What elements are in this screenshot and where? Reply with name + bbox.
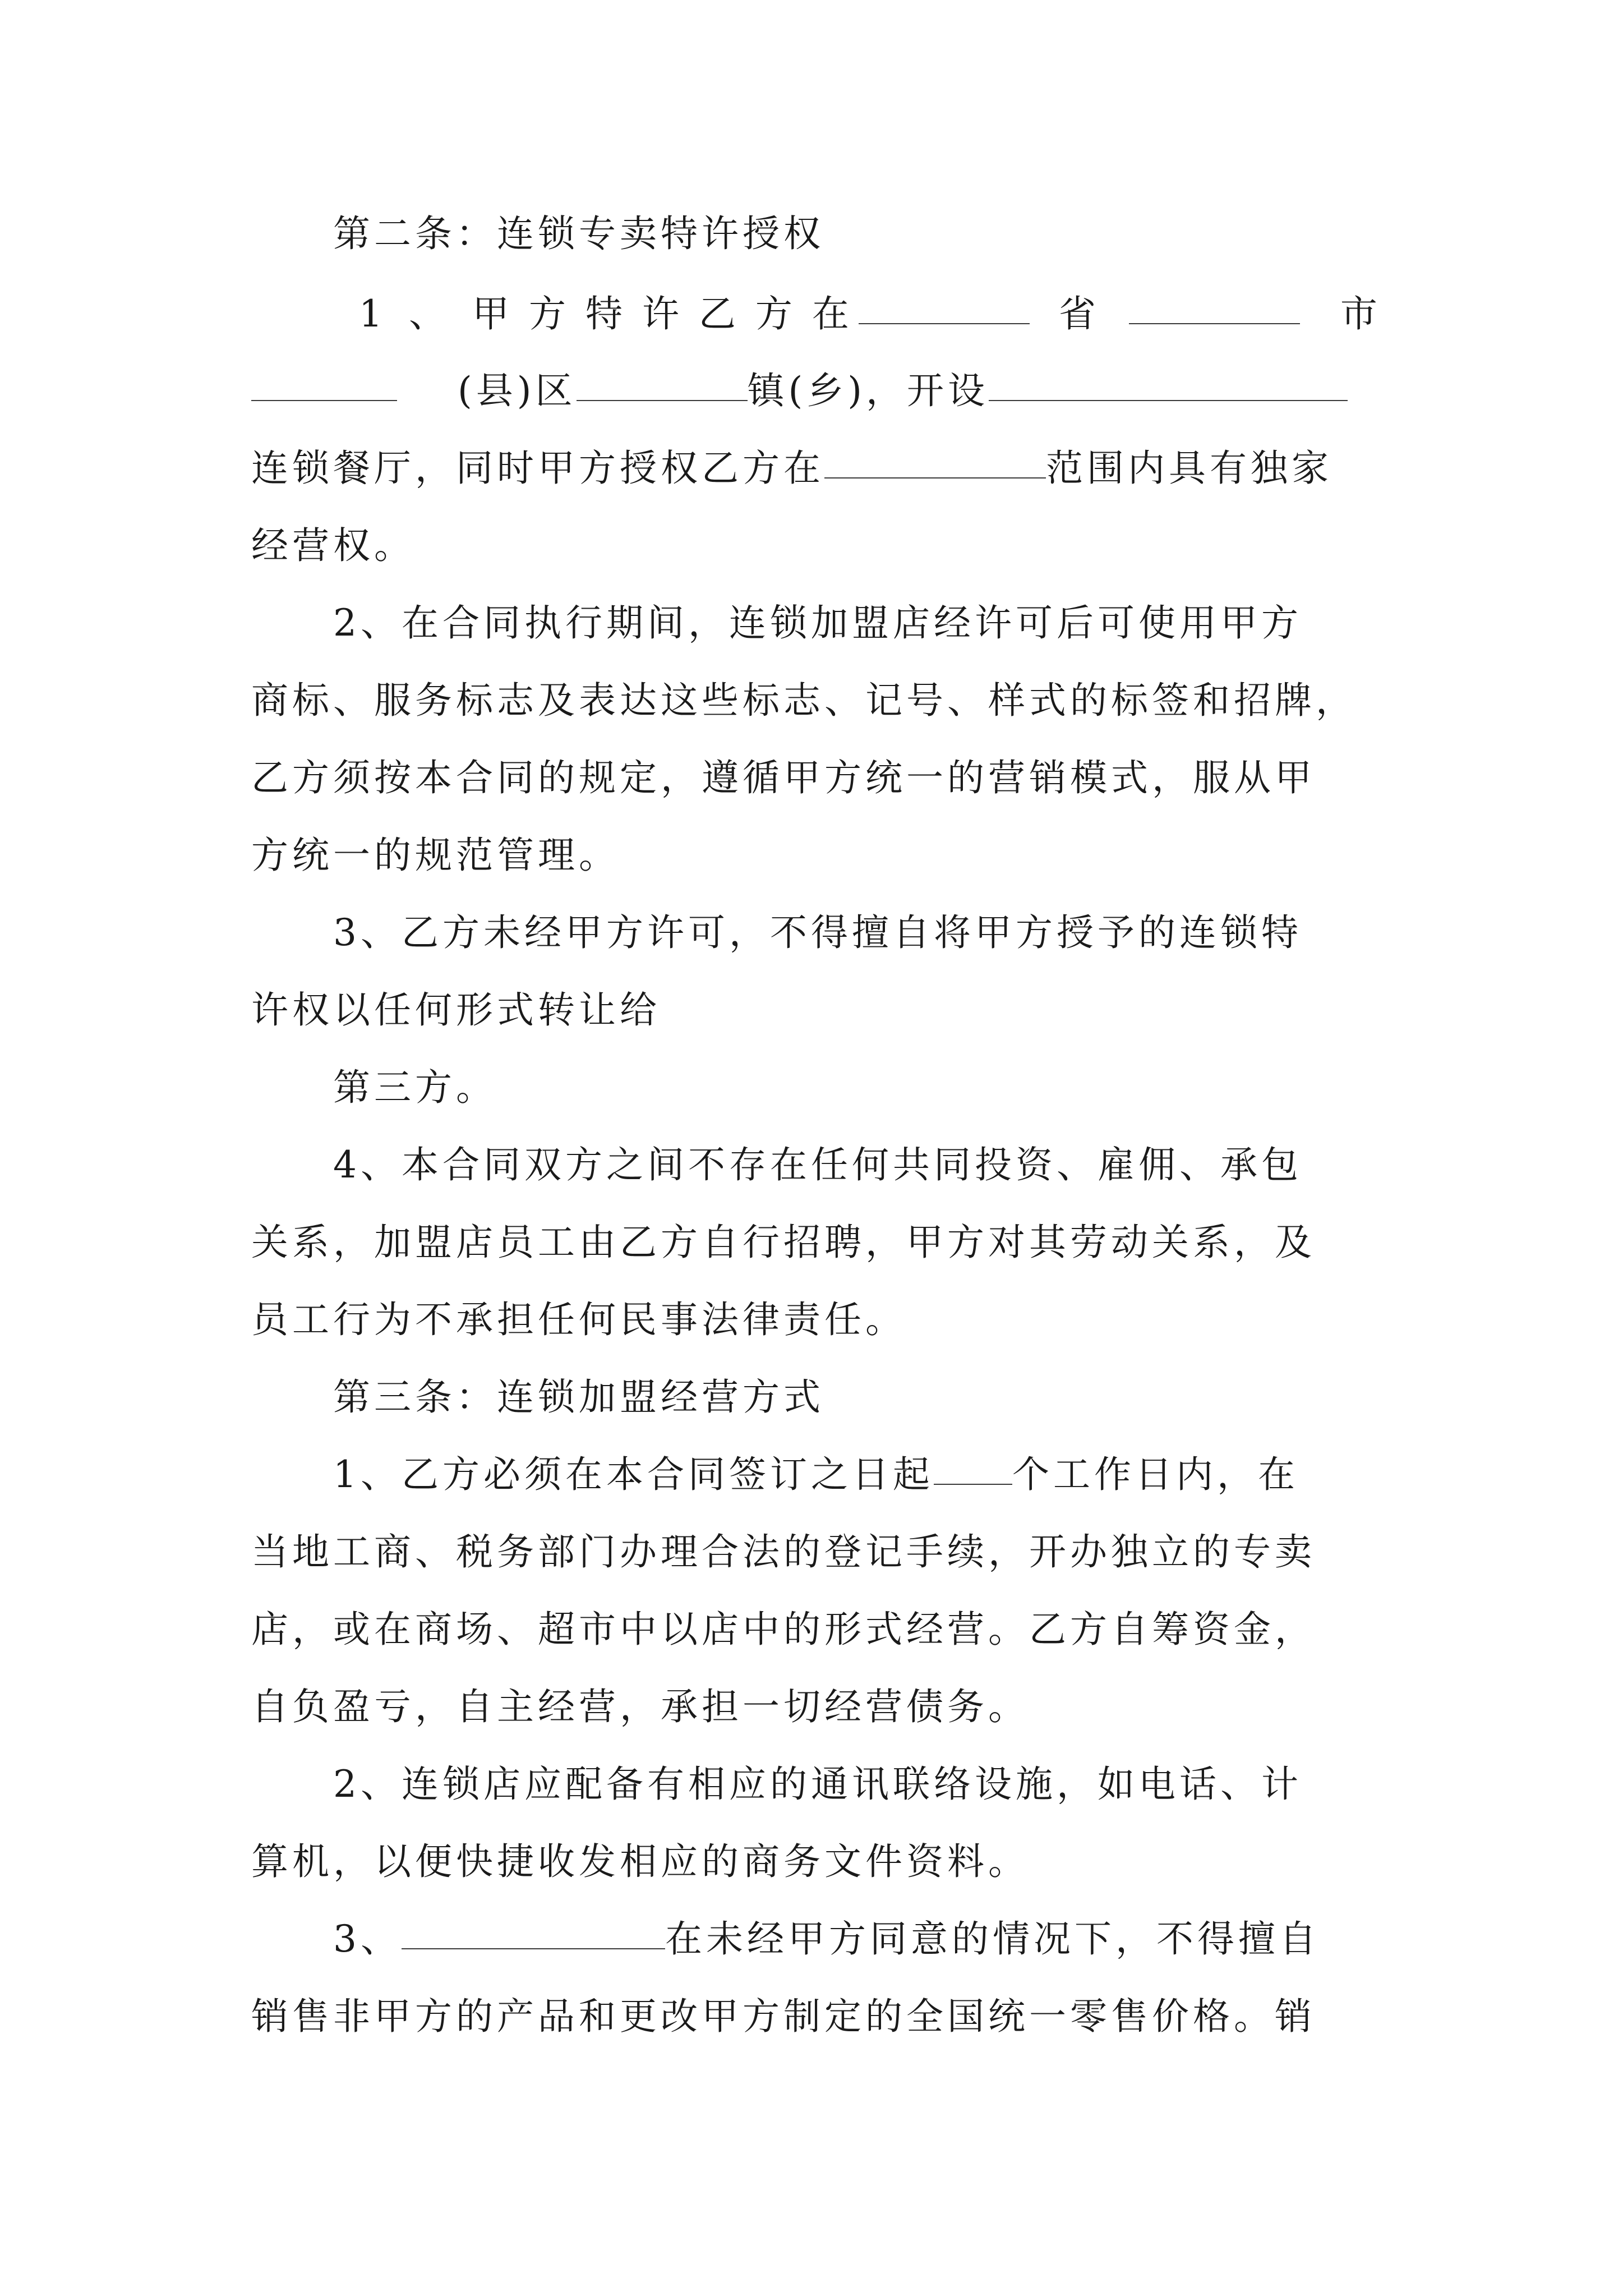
party-blank	[402, 1945, 665, 1949]
working-days-blank	[934, 1480, 1012, 1485]
grant-text: 甲 方 特 许 乙 方 在	[472, 292, 853, 335]
working-days-text: 个工作日内，在	[1012, 1453, 1299, 1496]
article-2-item-2-line-1: 2、在合同执行期间，连锁加盟店经许可后可使用甲方	[333, 601, 1302, 645]
article-3-item-1-line-3: 店，或在商场、超市中以店中的形式经营。乙方自筹资金，	[251, 1608, 1316, 1651]
article-3-item-1-line-4: 自负盈亏，自主经营，承担一切经营债务。	[251, 1685, 1029, 1728]
article-2-item-4-line-1: 4、本合同双方之间不存在任何共同投资、雇佣、承包	[333, 1143, 1302, 1186]
county-blank	[251, 397, 397, 401]
item-3-number: 3、	[333, 1917, 402, 1961]
article-2-item-1-line-1	[359, 289, 1381, 339]
city-blank	[1129, 320, 1300, 324]
restaurant-name-blank	[989, 397, 1348, 401]
town-label: 镇(乡)，开设	[747, 369, 989, 412]
item-number: 1	[359, 292, 386, 335]
county-label: (县)区	[458, 369, 577, 412]
article-2-item-1-line-3	[251, 443, 1332, 494]
item-separator: 、	[409, 292, 450, 335]
town-blank	[577, 397, 748, 401]
article-3-item-2-line-1: 2、连锁店应配备有相应的通讯联络设施，如电话、计	[333, 1763, 1302, 1806]
article-2-item-2-line-4: 方统一的规范管理。	[251, 834, 620, 877]
article-2-item-1-line-4: 经营权。	[251, 524, 415, 567]
article-3-item-1-line-2: 当地工商、税务部门办理合法的登记手续，开办独立的专卖	[251, 1530, 1316, 1573]
article-2-item-1-line-2	[251, 366, 1348, 416]
article-2-item-4-line-3: 员工行为不承担任何民事法律责任。	[251, 1298, 906, 1341]
chain-restaurant-text: 连锁餐厅，同时甲方授权乙方在	[251, 447, 824, 490]
article-3-item-1-line-1	[333, 1450, 1299, 1500]
article-2-item-3-line-2: 许权以任何形式转让给	[251, 988, 661, 1032]
territory-blank	[824, 474, 1046, 478]
consent-text: 在未经甲方同意的情况下，不得擅自	[665, 1917, 1320, 1961]
article-3-item-3-line-1	[333, 1914, 1320, 1964]
article-2-item-3-continuation: 第三方。	[333, 1066, 497, 1109]
article-3-item-2-line-2: 算机，以便快捷收发相应的商务文件资料。	[251, 1840, 1029, 1883]
article-3-item-3-line-2: 销售非甲方的产品和更改甲方制定的全国统一零售价格。销	[251, 1995, 1316, 2038]
article-2-item-4-line-2: 关系，加盟店员工由乙方自行招聘，甲方对其劳动关系，及	[251, 1221, 1316, 1264]
exclusive-text: 范围内具有独家	[1046, 447, 1332, 490]
article-2-item-2-line-2: 商标、服务标志及表达这些标志、记号、样式的标签和招牌，	[251, 679, 1357, 722]
city-label: 市	[1340, 292, 1381, 335]
article-3-heading: 第三条：连锁加盟经营方式	[333, 1375, 824, 1419]
article-2-heading: 第二条：连锁专卖特许授权	[333, 212, 824, 255]
article-2-item-3-line-1: 3、乙方未经甲方许可，不得擅自将甲方授予的连锁特	[333, 911, 1302, 954]
province-blank	[859, 320, 1030, 324]
article-2-item-2-line-3: 乙方须按本合同的规定，遵循甲方统一的营销模式，服从甲	[251, 756, 1316, 799]
registration-deadline-text: 1、乙方必须在本合同签订之日起	[333, 1453, 934, 1496]
province-label: 省	[1058, 292, 1100, 335]
